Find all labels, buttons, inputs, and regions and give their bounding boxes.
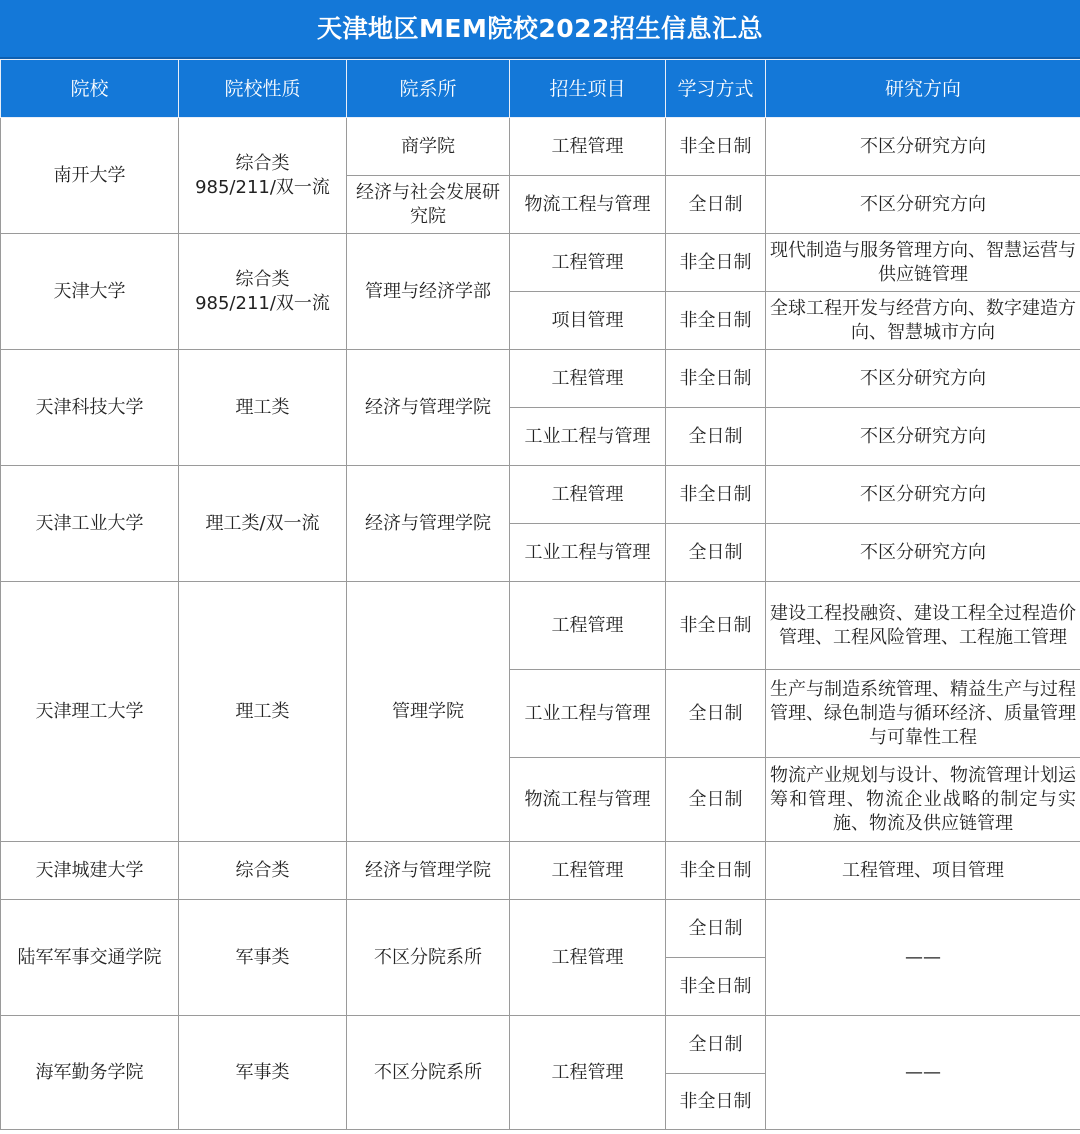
study-mode-cell: 非全日制 <box>666 842 766 900</box>
project-cell: 工业工程与管理 <box>510 670 666 758</box>
direction-cell: 全球工程开发与经营方向、数字建造方向、智慧城市方向 <box>766 292 1080 350</box>
direction-cell: 不区分研究方向 <box>766 176 1080 234</box>
table-row <box>1 1016 1080 1074</box>
department-cell: 经济与管理学院 <box>347 350 510 466</box>
table-row <box>1 466 1080 524</box>
project-cell: 工程管理 <box>510 582 666 670</box>
school-cell: 天津科技大学 <box>1 350 179 466</box>
direction-cell: 生产与制造系统管理、精益生产与过程管理、绿色制造与循环经济、质量管理与可靠性工程 <box>766 670 1080 758</box>
project-cell: 物流工程与管理 <box>510 758 666 842</box>
nature-line: 综合类 <box>235 268 290 290</box>
header-project: 招生项目 <box>510 60 666 118</box>
project-cell: 工程管理 <box>510 900 666 1016</box>
nature-cell: 军事类 <box>179 1016 347 1130</box>
project-cell: 工程管理 <box>510 118 666 176</box>
nature-line: 综合类 <box>235 152 290 174</box>
study-mode-cell: 非全日制 <box>666 582 766 670</box>
school-cell: 天津城建大学 <box>1 842 179 900</box>
nature-cell: 综合类 <box>179 842 347 900</box>
project-cell: 工业工程与管理 <box>510 524 666 582</box>
direction-cell: 不区分研究方向 <box>766 524 1080 582</box>
direction-cell: 不区分研究方向 <box>766 118 1080 176</box>
project-cell: 物流工程与管理 <box>510 176 666 234</box>
department-cell: 不区分院系所 <box>347 900 510 1016</box>
study-mode-cell: 全日制 <box>666 900 766 958</box>
table-row <box>1 582 1080 670</box>
nature-cell <box>179 234 347 350</box>
admissions-table <box>0 59 1080 1130</box>
page-title: 天津地区MEM院校2022招生信息汇总 <box>0 0 1080 59</box>
school-cell: 天津理工大学 <box>1 582 179 842</box>
nature-cell: 理工类 <box>179 582 347 842</box>
project-cell: 工程管理 <box>510 466 666 524</box>
nature-line: 985/211/双一流 <box>195 292 330 314</box>
project-cell: 工业工程与管理 <box>510 408 666 466</box>
direction-cell: 不区分研究方向 <box>766 408 1080 466</box>
department-cell: 管理学院 <box>347 582 510 842</box>
direction-cell: —— <box>766 900 1080 1016</box>
header-nature: 院校性质 <box>179 60 347 118</box>
study-mode-cell: 全日制 <box>666 176 766 234</box>
study-mode-cell: 非全日制 <box>666 118 766 176</box>
project-cell: 工程管理 <box>510 1016 666 1130</box>
nature-cell: 军事类 <box>179 900 347 1016</box>
direction-cell: 工程管理、项目管理 <box>766 842 1080 900</box>
direction-cell: 不区分研究方向 <box>766 466 1080 524</box>
table-row <box>1 350 1080 408</box>
study-mode-cell: 全日制 <box>666 670 766 758</box>
nature-cell <box>179 118 347 234</box>
header-study-mode: 学习方式 <box>666 60 766 118</box>
project-cell: 项目管理 <box>510 292 666 350</box>
nature-cell: 理工类 <box>179 350 347 466</box>
study-mode-cell: 全日制 <box>666 524 766 582</box>
direction-cell: 现代制造与服务管理方向、智慧运营与供应链管理 <box>766 234 1080 292</box>
department-cell: 经济与管理学院 <box>347 842 510 900</box>
study-mode-cell: 非全日制 <box>666 958 766 1016</box>
nature-cell: 理工类/双一流 <box>179 466 347 582</box>
table-row <box>1 842 1080 900</box>
study-mode-cell: 非全日制 <box>666 1074 766 1130</box>
table-header-row <box>1 60 1080 118</box>
direction-cell: 不区分研究方向 <box>766 350 1080 408</box>
study-mode-cell: 全日制 <box>666 408 766 466</box>
nature-line: 985/211/双一流 <box>195 176 330 198</box>
study-mode-cell: 全日制 <box>666 1016 766 1074</box>
school-cell: 天津工业大学 <box>1 466 179 582</box>
direction-cell: 物流产业规划与设计、物流管理计划运筹和管理、物流企业战略的制定与实施、物流及供应链管理 <box>766 758 1080 842</box>
direction-cell: 建设工程投融资、建设工程全过程造价管理、工程风险管理、工程施工管理 <box>766 582 1080 670</box>
table-row <box>1 234 1080 292</box>
direction-cell: —— <box>766 1016 1080 1130</box>
header-direction: 研究方向 <box>766 60 1080 118</box>
study-mode-cell: 非全日制 <box>666 234 766 292</box>
study-mode-cell: 非全日制 <box>666 350 766 408</box>
project-cell: 工程管理 <box>510 234 666 292</box>
school-cell: 海军勤务学院 <box>1 1016 179 1130</box>
school-cell: 天津大学 <box>1 234 179 350</box>
study-mode-cell: 全日制 <box>666 758 766 842</box>
table-row <box>1 118 1080 176</box>
department-cell: 经济与管理学院 <box>347 466 510 582</box>
school-cell: 陆军军事交通学院 <box>1 900 179 1016</box>
department-cell: 不区分院系所 <box>347 1016 510 1130</box>
department-cell: 商学院 <box>347 118 510 176</box>
school-cell: 南开大学 <box>1 118 179 234</box>
table-row <box>1 900 1080 958</box>
study-mode-cell: 非全日制 <box>666 466 766 524</box>
study-mode-cell: 非全日制 <box>666 292 766 350</box>
header-school: 院校 <box>1 60 179 118</box>
header-department: 院系所 <box>347 60 510 118</box>
project-cell: 工程管理 <box>510 842 666 900</box>
department-cell: 管理与经济学部 <box>347 234 510 350</box>
project-cell: 工程管理 <box>510 350 666 408</box>
department-cell: 经济与社会发展研究院 <box>347 176 510 234</box>
